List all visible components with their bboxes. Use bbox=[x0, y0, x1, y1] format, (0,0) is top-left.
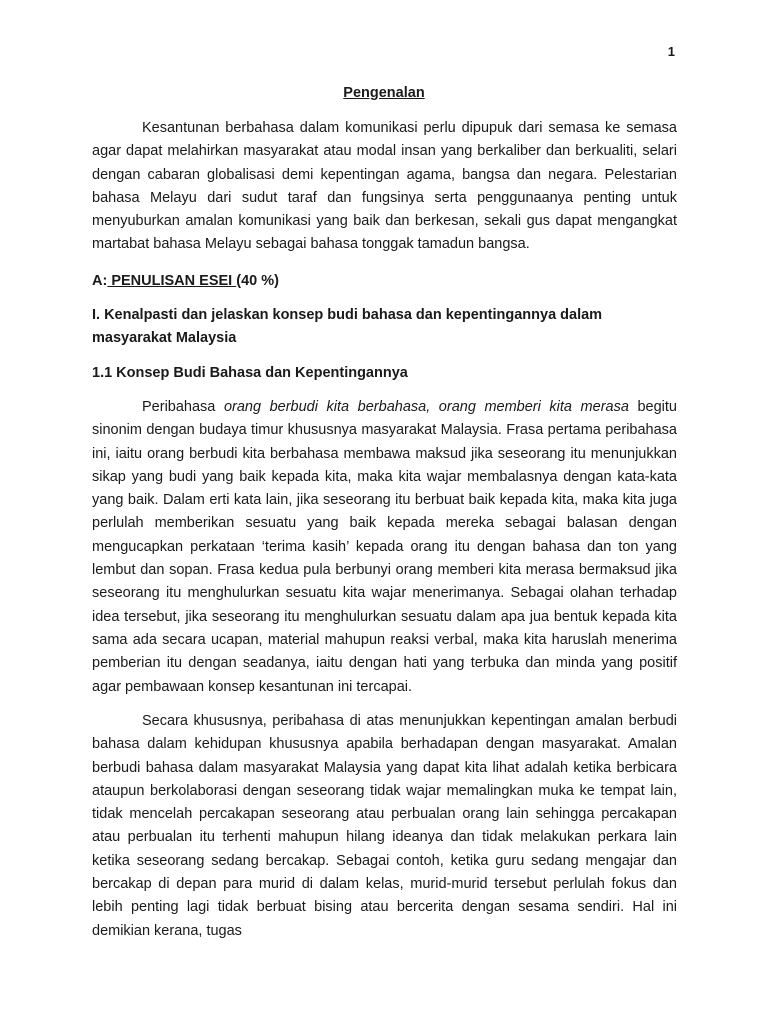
para2-rest: begitu sinonim dengan budaya timur khususnya masyarakat Malaysia. Frasa pertama peribahasa ini, iaitu orang berbudi kita berbahasa membawa maksud jika seseorang itu menunjukkan sikap yang budi yang baik kepada kita, maka kita wajar membalasnya dengan kata-kata yang baik. Dalam erti kata lain, jika seseorang itu berbuat baik kepada kita, maka kita juga perlulah memberikan sesuatu yang baik kepada mereka sebagai balasan dengan mengucapkan perkataan ‘terima kasih’ kepada orang itu dengan bahasa dan ton yang lembut dan sopan. Frasa kedua pula berbunyi orang memberi kita merasa bermaksud jika seseorang itu menghulurkan sesuatu kita wajar menerimanya. Sebagai olahan terhadap idea tersebut, jika seseorang itu menghulurkan sesuatu dalam apa jua bentuk kepada kita sama ada secara ucapan, material mahupun reaksi verbal, maka kita haruslah menerima pemberian itu dengan seadanya, iaitu dengan hati yang terbuka dan minda yang positif agar pembawaan konsep kesantunan ini tercapai. bbox=[92, 399, 677, 695]
paragraph-2 bbox=[92, 396, 677, 699]
paragraph-2-block bbox=[92, 396, 677, 699]
section-a-label: PENULISAN ESEI bbox=[107, 273, 237, 289]
paragraph-3: Secara khususnya, peribahasa di atas menunjukkan kepentingan amalan berbudi bahasa dalam kehidupan khususnya apabila berhadapan dengan masyarakat. Amalan berbudi bahasa dalam masyarakat Malaysia yang dapat kita lihat adalah ketika berbicara ataupun berkolaborasi dengan seseorang tidak wajar memalingkan muka ke tempat lain, tidak mencelah percakapan seseorang atau perbualan orang lain sehingga percakapan atau perbualan itu terhenti mahupun hilang ideanya dan tidak melakukan perkara lain ketika seseorang sedang bercakap. Sebagai contoh, ketika guru sedang mengajar dan bercakap di depan para murid di dalam kelas, murid-murid tersebut perlulah fokus dan lebih penting lagi tidak berbuat bising atau bercerita dengan sesama sendiri. Hal ini demikian kerana, tugas bbox=[92, 713, 677, 939]
section-a-prefix: A: bbox=[92, 273, 108, 289]
section-a-heading bbox=[92, 270, 682, 293]
page-title: Pengenalan bbox=[343, 85, 425, 101]
subheading-1-1: 1.1 Konsep Budi Bahasa dan Kepentingannya bbox=[92, 365, 408, 381]
section-a-suffix: (40 %) bbox=[236, 273, 279, 289]
page-number: 1 bbox=[667, 44, 675, 59]
intro-block bbox=[92, 117, 677, 257]
intro-paragraph: Kesantunan berbahasa dalam komunikasi perlu dipupuk dari semasa ke semasa agar dapat melahirkan masyarakat atau modal insan yang berkaliber dan berkualiti, selari dengan cabaran globalisasi demi kepentingan agama, bangsa dan negara. Pelestarian bahasa Melayu dari sudut taraf dan fungsinya serta penggunaanya penting untuk menyuburkan amalan komunikasi yang baik dan berkesan, sekali gus dapat mengangkat martabat bahasa Melayu sebagai bahasa tonggak tamadun bangsa. bbox=[92, 120, 677, 253]
paragraph-3-block bbox=[92, 710, 677, 943]
para2-proverb: orang berbudi kita berbahasa, orang memberi kita merasa bbox=[223, 399, 629, 415]
para2-lead: Peribahasa bbox=[142, 399, 224, 415]
question-heading: I. Kenalpasti dan jelaskan konsep budi bahasa dan kepentingannya dalam masyarakat Malaysia bbox=[92, 307, 603, 346]
